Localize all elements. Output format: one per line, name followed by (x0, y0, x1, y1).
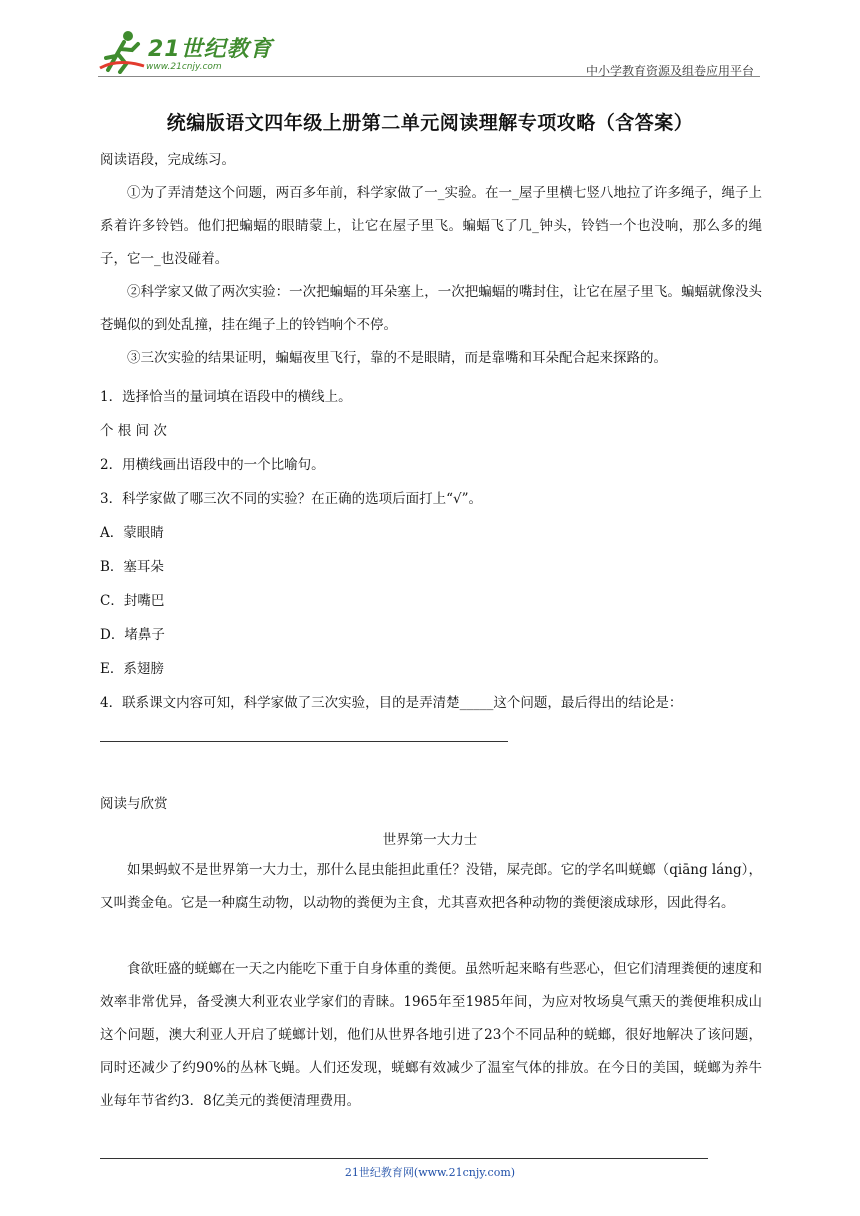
section2-heading: 阅读与欣赏 (100, 796, 168, 812)
question-1-options: 个 根 间 次 (100, 423, 167, 439)
answer-line (100, 741, 508, 742)
question-2: 2．用横线画出语段中的一个比喻句。 (100, 457, 325, 473)
question-3-option-e: E．系翅膀 (100, 661, 164, 677)
section2-title: 世界第一大力士 (382, 832, 478, 848)
header-divider (98, 76, 760, 77)
footer-text: 21世纪教育网(www.21cnjy.com) (344, 1166, 516, 1179)
page-title: 统编版语文四年级上册第二单元阅读理解专项攻略（含答案） (166, 112, 694, 134)
footer-divider (100, 1158, 708, 1159)
section2-paragraph-1: 如果蚂蚁不是世界第一大力士，那什么昆虫能担此重任？没错，屎壳郎。它的学名叫蜣螂（qiāng láng），又叫粪金龟。它是一种腐生动物，以动物的粪便为主食，尤其喜欢把各种动物的粪便滚成球形，因此得名。 (100, 862, 762, 911)
logo-main-text: 21世纪教育 (148, 37, 273, 62)
question-3: 3．科学家做了哪三次不同的实验？在正确的选项后面打上“√”。 (100, 491, 482, 507)
question-3-option-b: B．塞耳朵 (100, 559, 164, 575)
question-1: 1．选择恰当的量词填在语段中的横线上。 (100, 389, 352, 405)
question-3-option-c: C．封嘴巴 (100, 593, 165, 609)
section1-paragraph-2: ②科学家又做了两次实验：一次把蝙蝠的耳朵塞上，一次把蝙蝠的嘴封住，让它在屋子里飞。蝙蝠就像没头苍蝇似的到处乱撞，挂在绳子上的铃铛响个不停。 (100, 284, 762, 333)
logo-url-text: www.21cnjy.com (146, 62, 222, 72)
platform-label: 中小学教育资源及组卷应用平台 (585, 64, 754, 78)
question-4: 4．联系课文内容可知，科学家做了三次实验，目的是弄清楚_____这个问题，最后得出的结论是： (100, 695, 683, 711)
section1-paragraph-3: ③三次实验的结果证明，蝙蝠夜里飞行，靠的不是眼睛，而是靠嘴和耳朵配合起来探路的。 (127, 350, 667, 366)
runner-logo-icon (98, 28, 148, 74)
section2-paragraph-2: 食欲旺盛的蜣螂在一天之内能吃下重于自身体重的粪便。虽然听起来略有些恶心，但它们清理粪便的速度和效率非常优异，备受澳大利亚农业学家们的青睐。1965年至1985年间，为应对牧场臭气熏天的粪便堆积成山这个问题，澳大利亚人开启了蜣螂计划，他们从世界各地引进了23个不同品种的蜣螂，很好地解决了该问题，同时还减少了约90%的丛林飞蝇。人们还发现，蜣螂有效减少了温室气体的排放。在今日的美国，蜣螂为养牛业每年节省约3．8亿美元的粪便清理费用。 (100, 961, 762, 1109)
logo (98, 28, 278, 76)
question-3-option-a: A．蒙眼睛 (100, 525, 164, 541)
section1-paragraph-1: ①为了弄清楚这个问题，两百多年前，科学家做了一_实验。在一_屋子里横七竖八地拉了许多绳子，绳子上系着许多铃铛。他们把蝙蝠的眼睛蒙上，让它在屋子里飞。蝙蝠飞了几_钟头，铃铛一个也没响，那么多的绳子，它一_也没碰着。 (100, 185, 762, 267)
page-header (98, 28, 760, 80)
section1-intro: 阅读语段，完成练习。 (100, 152, 235, 168)
question-3-option-d: D．堵鼻子 (100, 627, 165, 643)
